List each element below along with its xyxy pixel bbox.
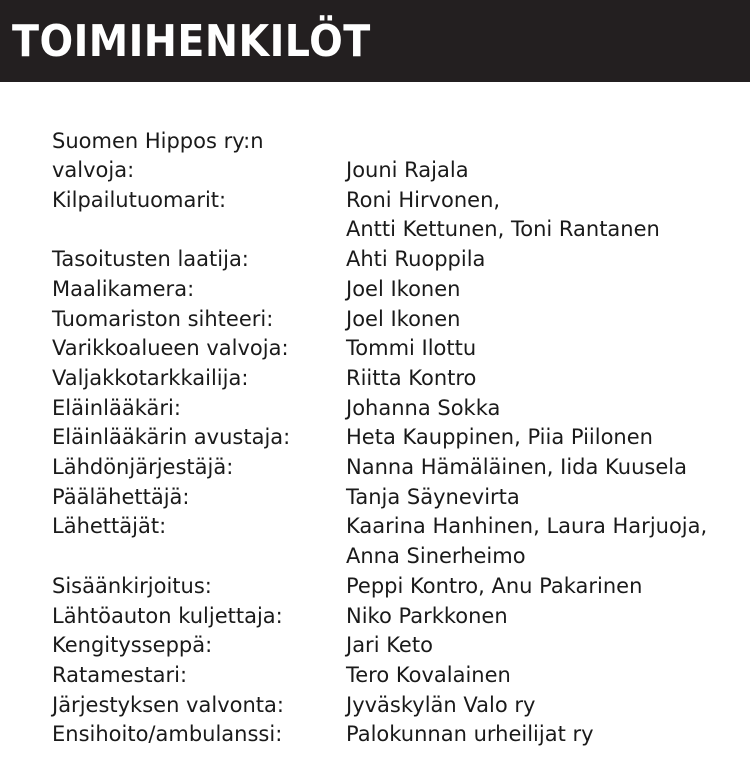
official-row bbox=[52, 661, 742, 691]
official-names bbox=[346, 334, 742, 364]
official-name-line: Kaarina Hanhinen, Laura Harjuoja, bbox=[346, 514, 708, 539]
official-name-line: Jari Keto bbox=[346, 633, 433, 658]
official-names bbox=[346, 394, 742, 424]
official-row bbox=[52, 394, 742, 424]
official-row bbox=[52, 512, 742, 571]
official-row bbox=[52, 186, 742, 245]
official-name-line: Peppi Kontro, Anu Pakarinen bbox=[346, 573, 643, 598]
official-role: valvoja: bbox=[52, 158, 135, 182]
official-names bbox=[346, 691, 742, 721]
official-name-line: Ahti Ruoppila bbox=[346, 247, 486, 272]
official-names bbox=[346, 423, 742, 453]
organization-label: Suomen Hippos ry:n bbox=[52, 129, 264, 153]
official-name-line: Niko Parkkonen bbox=[346, 603, 508, 628]
official-row bbox=[52, 483, 742, 513]
official-names bbox=[346, 572, 742, 602]
official-role: Ratamestari: bbox=[52, 662, 188, 687]
official-name-line: Johanna Sokka bbox=[346, 395, 501, 420]
official-row bbox=[52, 572, 742, 602]
official-role: Tasoitusten laatija: bbox=[52, 247, 249, 272]
official-names bbox=[346, 453, 742, 483]
official-names bbox=[346, 512, 742, 571]
official-role: Ensihoito/ambulanssi: bbox=[52, 722, 283, 747]
official-names bbox=[346, 245, 742, 275]
official-name-line: Palokunnan urheilijat ry bbox=[346, 722, 594, 747]
official-row bbox=[52, 305, 742, 335]
official-name-line: Heta Kauppinen, Piia Piilonen bbox=[346, 425, 653, 450]
official-names bbox=[346, 305, 742, 335]
official-row bbox=[52, 453, 742, 483]
official-name-line: Joel Ikonen bbox=[346, 306, 461, 331]
official-role: Päälähettäjä: bbox=[52, 484, 190, 509]
official-role: Valjakkotarkkailija: bbox=[52, 365, 249, 390]
official-name-line: Anna Sinerheimo bbox=[346, 544, 526, 569]
official-name-line: Roni Hirvonen, bbox=[346, 187, 501, 212]
official-role: Tuomariston sihteeri: bbox=[52, 306, 274, 331]
official-role: Varikkoalueen valvoja: bbox=[52, 336, 289, 361]
official-row bbox=[52, 364, 742, 394]
official-role: Lähtöauton kuljettaja: bbox=[52, 603, 283, 628]
official-role: Eläinlääkärin avustaja: bbox=[52, 425, 291, 450]
page-title: TOIMIHENKILÖT bbox=[12, 16, 371, 67]
official-row bbox=[52, 423, 742, 453]
official-names bbox=[346, 156, 742, 186]
official-names bbox=[346, 720, 742, 750]
official-role: Järjestyksen valvonta: bbox=[52, 692, 284, 717]
official-name-line: Riitta Kontro bbox=[346, 365, 477, 390]
official-name-line: Tanja Säynevirta bbox=[346, 484, 520, 509]
official-row bbox=[52, 334, 742, 364]
official-names bbox=[346, 661, 742, 691]
official-name-line: Antti Kettunen, Toni Rantanen bbox=[346, 217, 660, 242]
official-names bbox=[346, 186, 742, 245]
official-row bbox=[52, 631, 742, 661]
official-role: Kengitysseppä: bbox=[52, 633, 213, 658]
official-row bbox=[52, 720, 742, 750]
official-name-line: Jyväskylän Valo ry bbox=[346, 692, 536, 717]
official-row bbox=[52, 275, 742, 305]
official-role: Maalikamera: bbox=[52, 276, 195, 301]
official-name-line: Joel Ikonen bbox=[346, 276, 461, 301]
official-name-line: Tommi Ilottu bbox=[346, 336, 477, 361]
official-role: Sisäänkirjoitus: bbox=[52, 573, 212, 598]
official-role: Eläinlääkäri: bbox=[52, 395, 181, 420]
official-name-line: Tero Kovalainen bbox=[346, 662, 511, 687]
official-role: Lähdönjärjestäjä: bbox=[52, 455, 234, 480]
official-role: Lähettäjät: bbox=[52, 514, 167, 539]
official-row bbox=[52, 691, 742, 721]
official-names bbox=[346, 483, 742, 513]
header-bar bbox=[0, 0, 750, 82]
officials-list bbox=[52, 156, 742, 750]
official-names bbox=[346, 275, 742, 305]
official-role: Kilpailutuomarit: bbox=[52, 187, 227, 212]
official-names bbox=[346, 364, 742, 394]
official-name-line: Nanna Hämäläinen, Iida Kuusela bbox=[346, 455, 687, 480]
official-names bbox=[346, 602, 742, 632]
official-row bbox=[52, 156, 742, 186]
official-name-line: Jouni Rajala bbox=[346, 158, 469, 182]
official-row bbox=[52, 245, 742, 275]
official-names bbox=[346, 631, 742, 661]
official-row bbox=[52, 602, 742, 632]
